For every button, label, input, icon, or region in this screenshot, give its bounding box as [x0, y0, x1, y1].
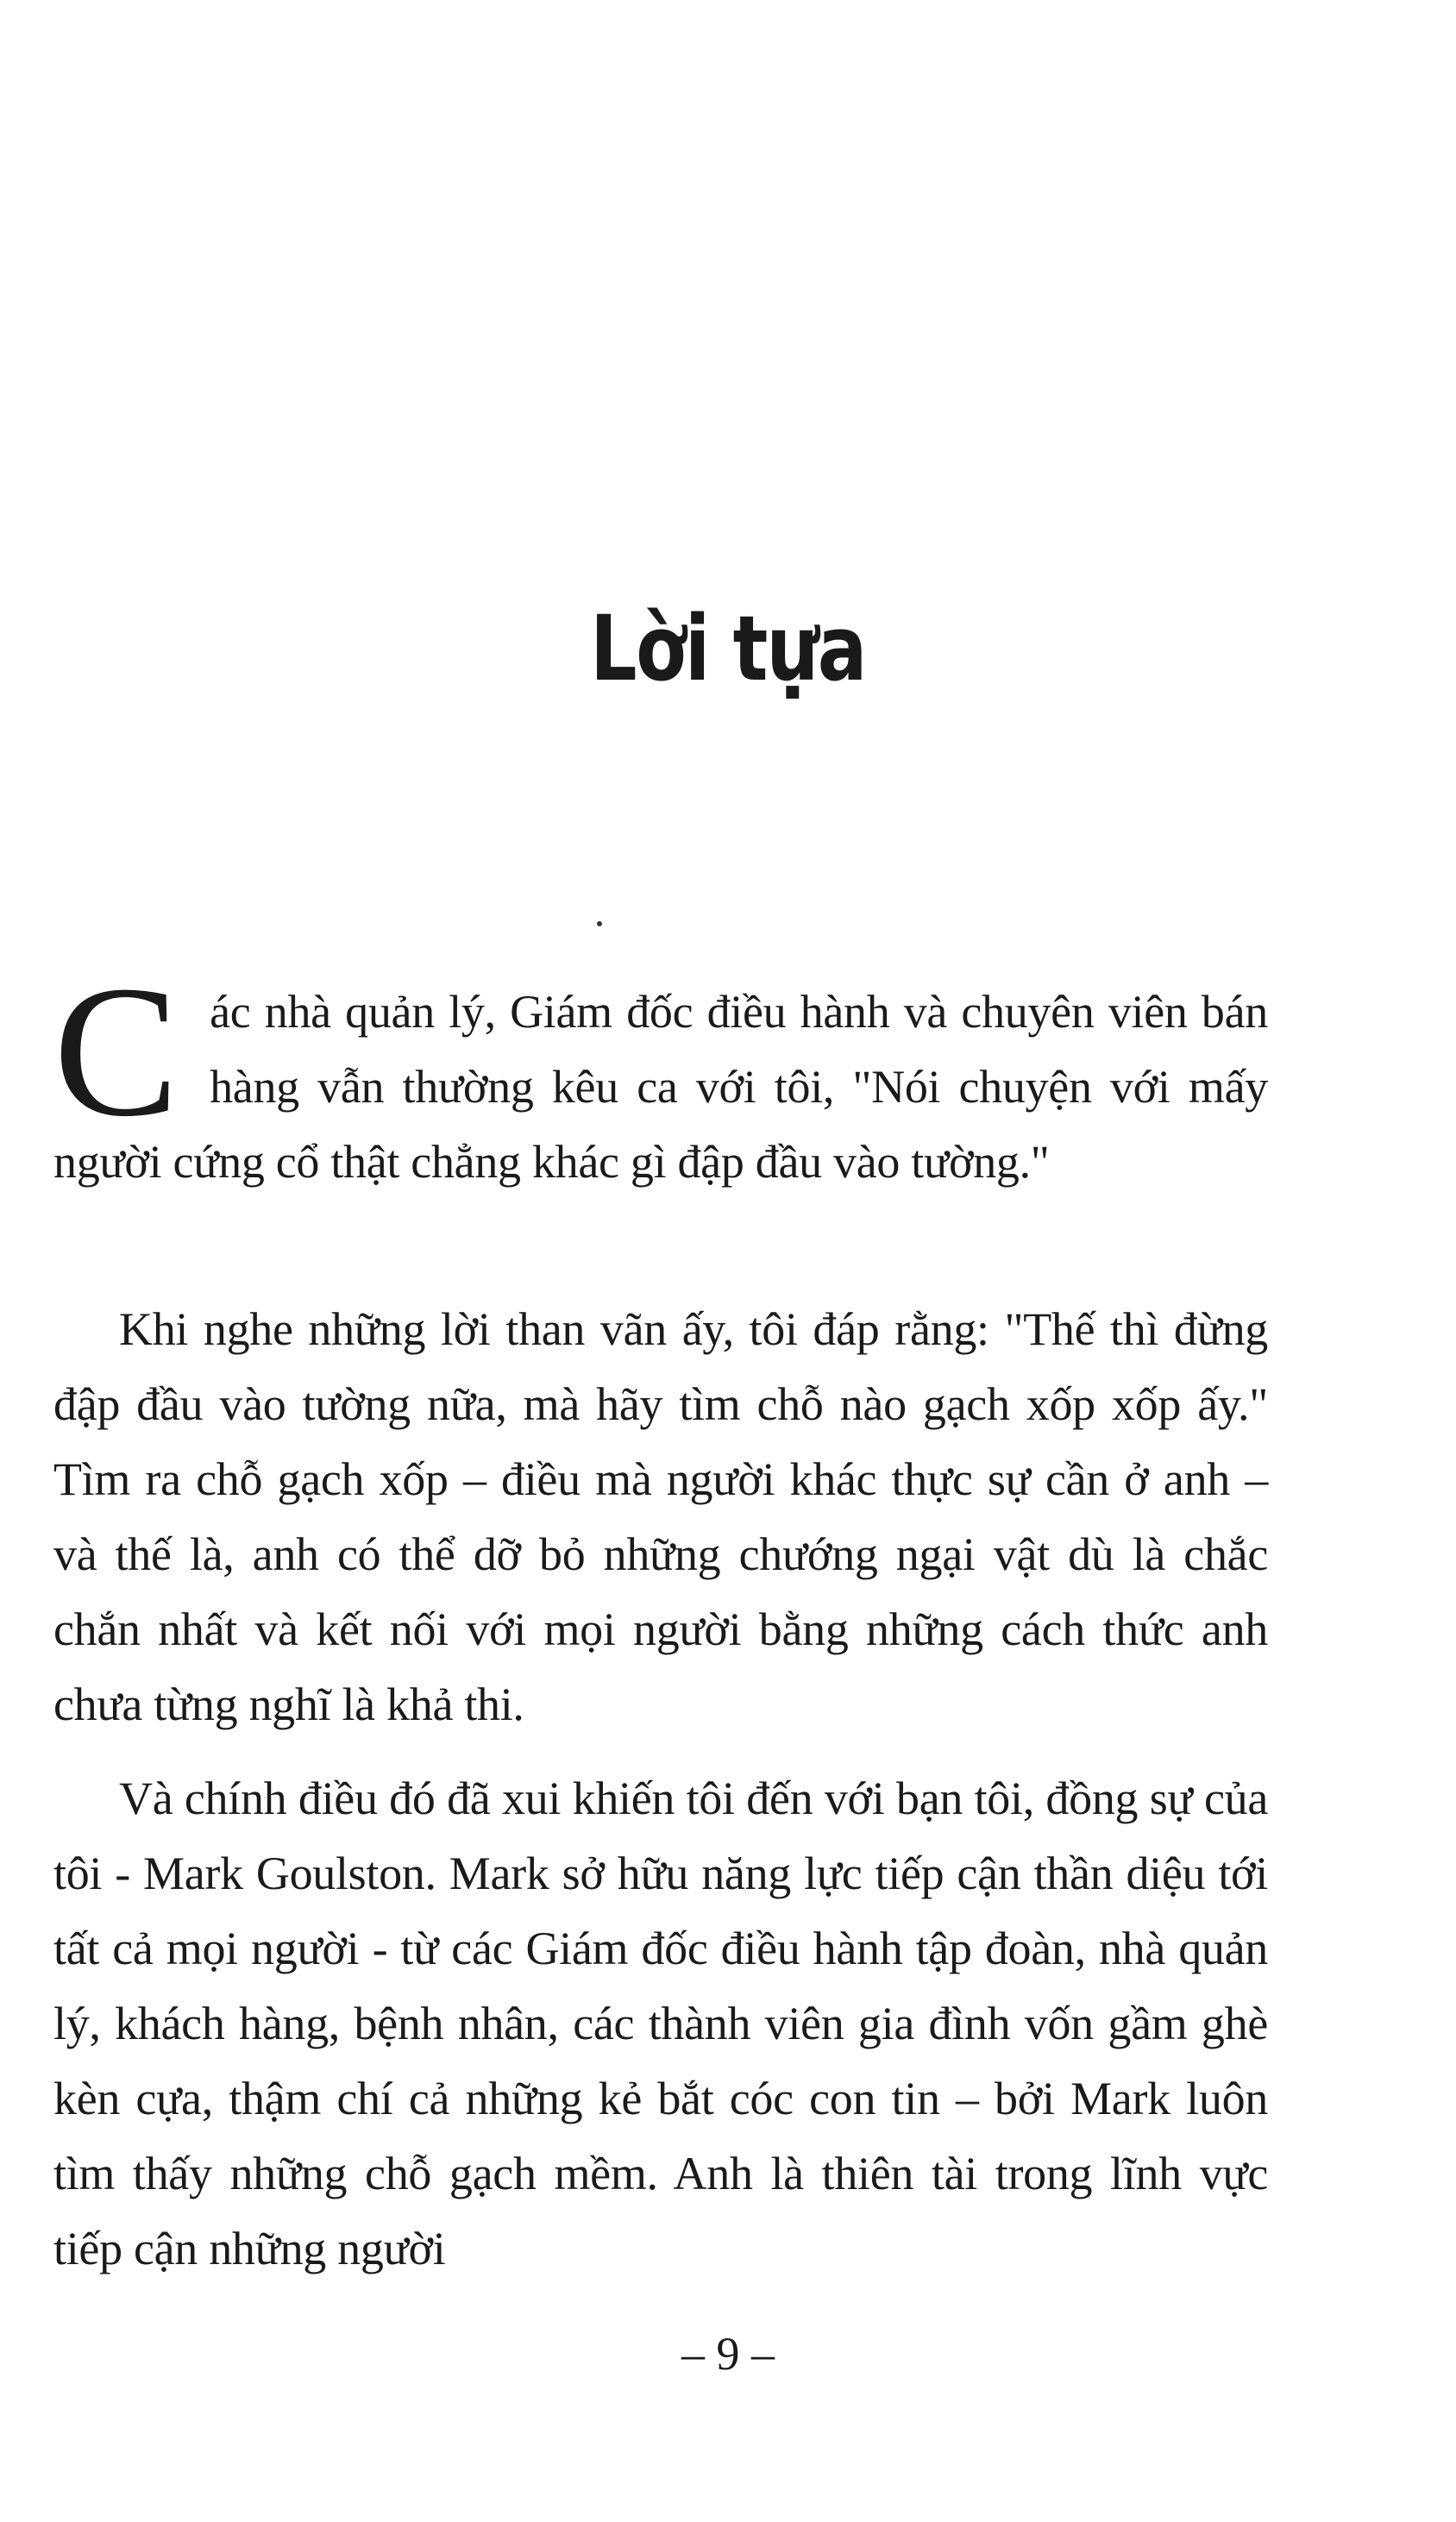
drop-cap: C: [53, 948, 179, 1156]
page-number: – 9 –: [681, 2328, 775, 2380]
paragraph-1: [53, 948, 1268, 1200]
chapter-title: Lời tựa: [590, 596, 866, 701]
print-speck: [597, 921, 602, 926]
paragraph-3: Và chính điều đó đã xui khiến tôi đến với bạn tôi, đồng sự của tôi - Mark Goulston. Mark sở hữu năng lực tiếp cận thần diệu tới tất cả mọi người - từ các Giám đốc điều hành tập đoàn, nhà quản lý, khách hàng, bệnh nhân, các thành viên gia đình vốn gầm ghè kèn cựa, thậm chí cả những kẻ bắt cóc con tin – bởi Mark luôn tìm thấy những chỗ gạch mềm. Anh là thiên tài trong lĩnh vực tiếp cận những người: [53, 1772, 1268, 2274]
paragraph-1-text: ác nhà quản lý, Giám đốc điều hành và chuyên viên bán hàng vẫn thường kêu ca với tôi, "Nói chuyện với mấy người cứng cổ thật chẳng khác gì đập đầu vào tường.": [53, 986, 1268, 1188]
paragraph-2: Khi nghe những lời than vãn ấy, tôi đáp rằng: "Thế thì đừng đập đầu vào tường nữa, mà hãy tìm chỗ nào gạch xốp xốp ấy." Tìm ra chỗ gạch xốp – điều mà người khác thực sự cần ở anh – và thế là, anh có thể dỡ bỏ những chướng ngại vật dù là chắc chắn nhất và kết nối với mọi người bằng những cách thức anh chưa từng nghĩ là khả thi.: [53, 1303, 1268, 1730]
